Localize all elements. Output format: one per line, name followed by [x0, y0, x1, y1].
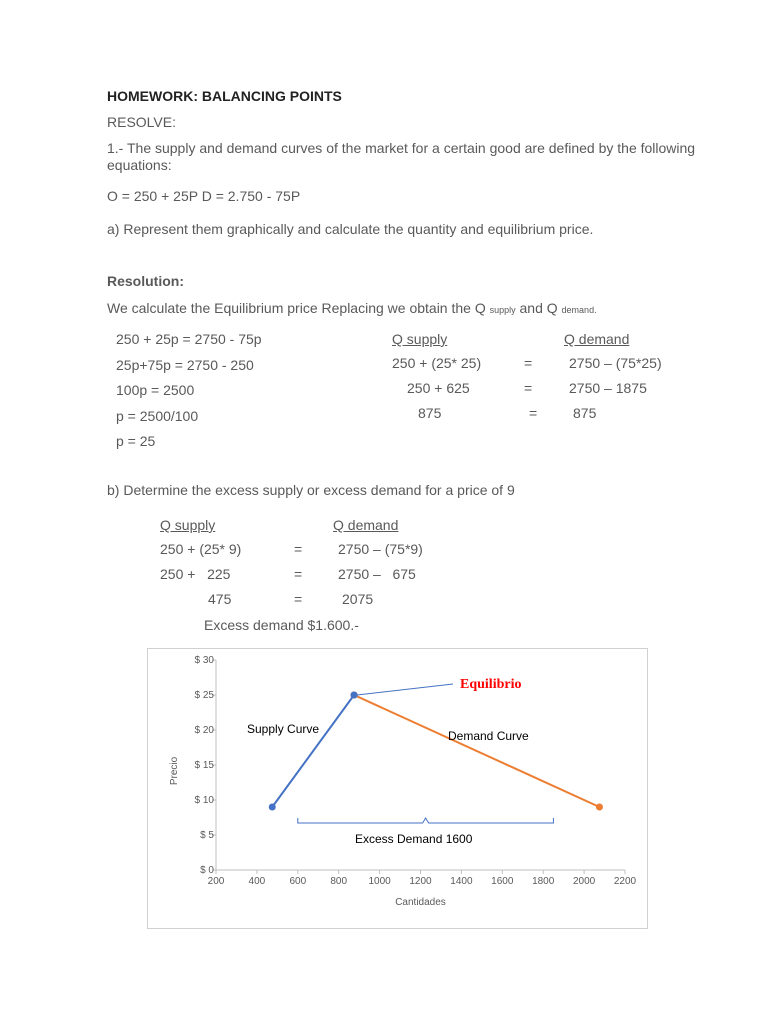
equilibrio-callout-line — [357, 684, 453, 695]
demand-curve-line — [354, 695, 599, 807]
a-eq-row-1: = — [524, 355, 533, 371]
b-q-demand-header: Q demand — [333, 517, 399, 533]
step-1: 250 + 25p = 2750 - 75p — [116, 331, 262, 347]
calc-intro-mid: and Q — [515, 300, 562, 316]
step-2: 25p+75p = 2750 - 250 — [116, 357, 254, 373]
equations: O = 250 + 25P D = 2.750 - 75P — [107, 188, 301, 204]
y-tick-label: $ 30 — [194, 655, 214, 666]
x-axis-title: Cantidades — [395, 897, 446, 908]
b-eq-row-1: = — [294, 541, 303, 557]
demand-curve-label: Demand Curve — [448, 729, 529, 743]
chart-frame — [147, 648, 648, 929]
supply-curve-line — [272, 695, 354, 807]
x-tick-label: 1000 — [368, 876, 391, 887]
y-tick-label: $ 20 — [194, 725, 214, 736]
a-demand-row-1: 2750 – (75*25) — [569, 355, 662, 371]
question-line-2: equations: — [107, 157, 172, 173]
equilibrio-label: Equilibrio — [460, 677, 522, 692]
x-tick-label: 800 — [330, 876, 348, 887]
document-title: HOMEWORK: BALANCING POINTS — [107, 88, 342, 104]
demand-point — [596, 804, 603, 811]
a-eq-row-2: = — [524, 380, 533, 396]
x-tick-label: 2200 — [613, 876, 637, 887]
calc-intro-sub-supply: supply — [489, 305, 516, 315]
b-eq-row-3: = — [294, 591, 303, 607]
b-demand-row-3: 2075 — [342, 591, 374, 607]
equilibrium-point — [351, 692, 358, 699]
a-demand-row-2: 2750 – 1875 — [569, 380, 647, 396]
question-line-1: 1.- The supply and demand curves of the market for a certain good are defined by the following — [107, 140, 696, 156]
part-b-text: b) Determine the excess supply or excess demand for a price of 9 — [107, 482, 515, 498]
b-supply-row-3: 475 — [208, 591, 232, 607]
step-5: p = 25 — [116, 433, 156, 449]
y-tick-label: $ 5 — [200, 830, 214, 841]
a-supply-row-3: 875 — [418, 405, 442, 421]
x-tick-label: 600 — [289, 876, 307, 887]
a-q-demand-header: Q demand — [564, 331, 630, 347]
b-eq-row-2: = — [294, 566, 303, 582]
calc-intro — [107, 300, 597, 316]
step-4: p = 2500/100 — [116, 408, 199, 424]
y-tick-label: $ 0 — [200, 865, 214, 876]
y-tick-label: $ 25 — [194, 690, 214, 701]
b-supply-row-1: 250 + (25* 9) — [160, 541, 242, 557]
calc-intro-sub-demand: demand. — [561, 305, 597, 315]
a-q-supply-header: Q supply — [392, 331, 448, 347]
y-tick-label: $ 15 — [194, 760, 214, 771]
a-eq-row-3: = — [529, 405, 538, 421]
calc-intro-pre: We calculate the Equilibrium price Replacing we obtain the Q — [107, 300, 490, 316]
y-axis-title: Precio — [169, 756, 180, 786]
x-tick-label: 400 — [248, 876, 266, 887]
x-tick-label: 1600 — [491, 876, 514, 887]
supply-curve-label: Supply Curve — [247, 722, 320, 736]
x-tick-label: 1200 — [409, 876, 432, 887]
a-supply-row-2: 250 + 625 — [407, 380, 470, 396]
b-q-supply-header: Q supply — [160, 517, 216, 533]
b-supply-row-2: 250 + 225 — [160, 566, 231, 582]
x-tick-label: 2000 — [572, 876, 596, 887]
y-tick-label: $ 10 — [194, 795, 214, 806]
b-demand-row-2: 2750 – 675 — [338, 566, 416, 582]
step-3: 100p = 2500 — [116, 382, 195, 398]
supply-demand-chart — [148, 649, 647, 928]
supply-point — [269, 804, 276, 811]
x-tick-label: 200 — [207, 876, 225, 887]
a-supply-row-1: 250 + (25* 25) — [392, 355, 482, 371]
x-tick-label: 1800 — [532, 876, 555, 887]
resolution-heading: Resolution: — [107, 273, 184, 289]
resolve-label: RESOLVE: — [107, 114, 176, 130]
a-demand-row-3: 875 — [573, 405, 597, 421]
excess-demand-brace — [298, 818, 554, 823]
x-tick-label: 1400 — [450, 876, 473, 887]
excess-demand-text: Excess demand $1.600.- — [204, 617, 359, 633]
part-a-text: a) Represent them graphically and calculate the quantity and equilibrium price. — [107, 221, 594, 237]
excess-demand-label: Excess Demand 1600 — [355, 832, 473, 846]
b-demand-row-1: 2750 – (75*9) — [338, 541, 423, 557]
